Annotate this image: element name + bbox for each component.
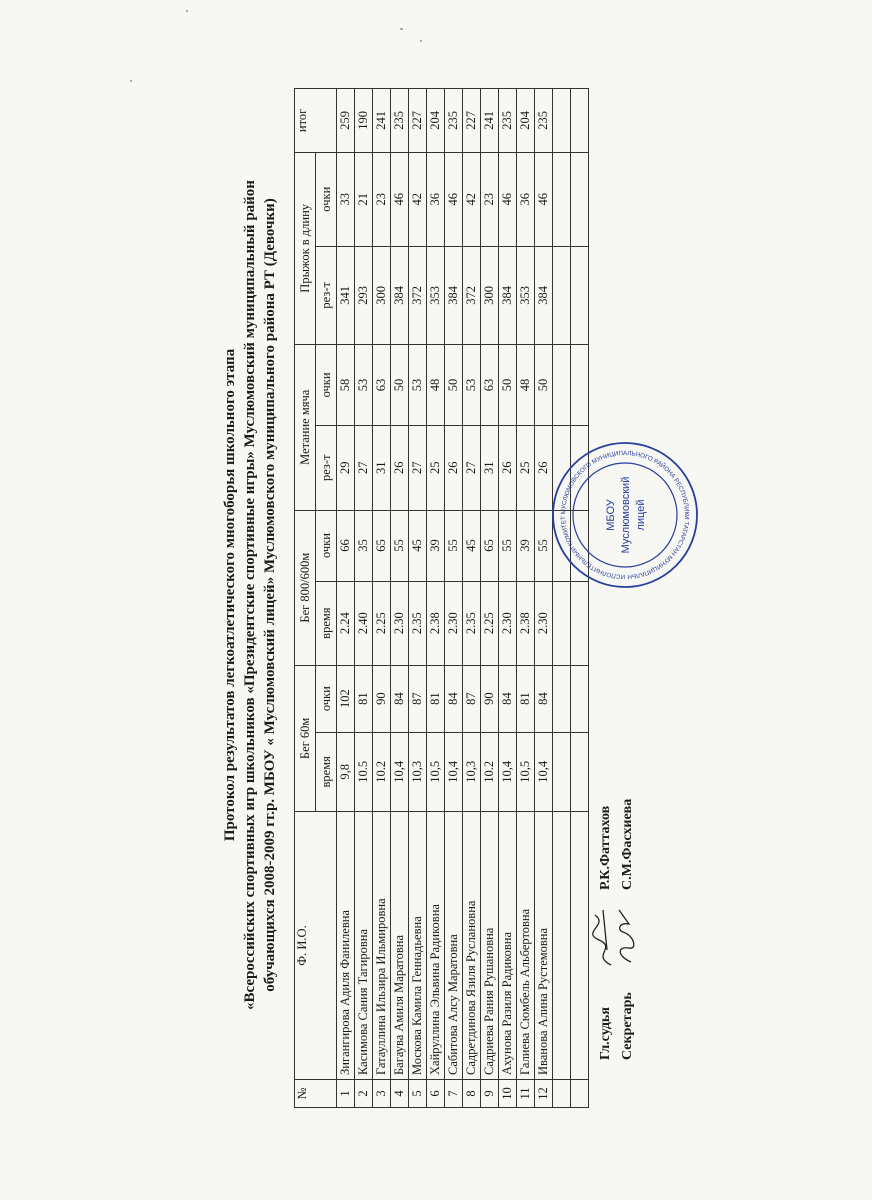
throw-result: 25 xyxy=(517,425,535,510)
empty-cell xyxy=(553,665,571,732)
throw-result: 26 xyxy=(445,425,463,510)
scan-speck xyxy=(400,28,403,30)
table-row xyxy=(445,89,463,1108)
run800-time: 2.30 xyxy=(535,581,553,665)
empty-cell xyxy=(553,1080,571,1108)
run800-points: 45 xyxy=(463,510,481,581)
run60-time: 10.2 xyxy=(373,732,391,811)
empty-cell xyxy=(571,344,589,425)
run800-points: 45 xyxy=(409,510,427,581)
run60-time: 10,4 xyxy=(445,732,463,811)
svg-text:лицей: лицей xyxy=(635,499,647,531)
athlete-name: Галиева Сюмбель Альбертовна xyxy=(517,812,535,1080)
secretary-row xyxy=(617,799,639,1060)
subheader-run60-time: время xyxy=(316,732,337,811)
empty-cell xyxy=(571,246,589,344)
run60-time: 10,3 xyxy=(463,732,481,811)
row-number: 5 xyxy=(409,1080,427,1108)
document-heading xyxy=(210,40,279,1150)
run800-time: 2.40 xyxy=(355,581,373,665)
run60-time: 10,3 xyxy=(409,732,427,811)
run800-points: 55 xyxy=(445,510,463,581)
athlete-name: Сабитова Алсу Маратовна xyxy=(445,812,463,1080)
secretary-name: С.М.Фасхиева xyxy=(620,798,635,890)
jump-result: 300 xyxy=(373,246,391,344)
empty-cell xyxy=(553,152,571,246)
table-row xyxy=(373,89,391,1108)
secretary-role: Секретарь xyxy=(620,992,635,1060)
run800-time: 2.35 xyxy=(463,581,481,665)
throw-points: 63 xyxy=(373,344,391,425)
jump-result: 384 xyxy=(535,246,553,344)
total-points: 235 xyxy=(499,89,517,153)
total-points: 227 xyxy=(463,89,481,153)
run60-time: 10,5 xyxy=(517,732,535,811)
subheader-run800-time: время xyxy=(316,581,337,665)
jump-points: 46 xyxy=(499,152,517,246)
jump-result: 372 xyxy=(409,246,427,344)
judge-name: Р.К.Фаттахов xyxy=(598,805,613,890)
subheader-throw-result: рез-т xyxy=(316,425,337,510)
total-points: 190 xyxy=(355,89,373,153)
official-seal xyxy=(550,440,700,590)
throw-points: 53 xyxy=(409,344,427,425)
subheader-jump-result: рез-т xyxy=(316,246,337,344)
header-run800: Бег 800/600м xyxy=(295,510,316,665)
run800-time: 2.25 xyxy=(481,581,499,665)
row-number: 9 xyxy=(481,1080,499,1108)
run60-points: 87 xyxy=(463,665,481,732)
empty-cell xyxy=(553,581,571,665)
table-row xyxy=(463,89,481,1108)
athlete-name: Ахунова Разиля Радиковна xyxy=(499,812,517,1080)
run800-time: 2.35 xyxy=(409,581,427,665)
empty-cell xyxy=(553,89,571,153)
throw-points: 50 xyxy=(535,344,553,425)
empty-row xyxy=(571,89,589,1108)
svg-text:МБОУ: МБОУ xyxy=(605,499,617,531)
throw-result: 26 xyxy=(499,425,517,510)
jump-points: 42 xyxy=(463,152,481,246)
throw-points: 53 xyxy=(463,344,481,425)
run60-points: 84 xyxy=(445,665,463,732)
run60-points: 90 xyxy=(373,665,391,732)
athlete-name: Багаува Амиля Маратовна xyxy=(391,812,409,1080)
run800-points: 66 xyxy=(337,510,355,581)
run60-time: 10.5 xyxy=(355,732,373,811)
empty-cell xyxy=(553,732,571,811)
row-number: 4 xyxy=(391,1080,409,1108)
jump-points: 23 xyxy=(373,152,391,246)
table-row xyxy=(391,89,409,1108)
row-number: 1 xyxy=(337,1080,355,1108)
run800-points: 55 xyxy=(535,510,553,581)
athlete-name: Москова Камила Геннадьевна xyxy=(409,812,427,1080)
run800-points: 35 xyxy=(355,510,373,581)
athlete-name: Зигангирова Адиля Фанилевна xyxy=(337,812,355,1080)
row-number: 3 xyxy=(373,1080,391,1108)
run800-points: 55 xyxy=(499,510,517,581)
table-row xyxy=(337,89,355,1108)
athlete-name: Садриева Рания Рушановна xyxy=(481,812,499,1080)
table-row xyxy=(409,89,427,1108)
row-number: 6 xyxy=(427,1080,445,1108)
empty-row xyxy=(553,89,571,1108)
table-row xyxy=(427,89,445,1108)
empty-cell xyxy=(571,665,589,732)
secretary-signature xyxy=(611,890,646,970)
subheader-run60-points: очки xyxy=(316,665,337,732)
empty-cell xyxy=(571,732,589,811)
jump-points: 36 xyxy=(517,152,535,246)
throw-points: 50 xyxy=(391,344,409,425)
throw-result: 31 xyxy=(481,425,499,510)
svg-text:Муслюмовский: Муслюмовский xyxy=(620,476,632,554)
throw-result: 27 xyxy=(463,425,481,510)
jump-points: 23 xyxy=(481,152,499,246)
throw-points: 48 xyxy=(517,344,535,425)
throw-result: 27 xyxy=(355,425,373,510)
rotated-protocol xyxy=(210,40,691,1150)
header-num: № xyxy=(295,1080,337,1108)
empty-cell xyxy=(571,1080,589,1108)
header-throw: Метание мяча xyxy=(295,344,316,510)
empty-cell xyxy=(571,89,589,153)
run60-points: 84 xyxy=(391,665,409,732)
jump-result: 293 xyxy=(355,246,373,344)
run800-points: 65 xyxy=(481,510,499,581)
table-row xyxy=(517,89,535,1108)
run60-points: 81 xyxy=(427,665,445,732)
row-number: 2 xyxy=(355,1080,373,1108)
throw-points: 50 xyxy=(445,344,463,425)
run60-time: 10.2 xyxy=(481,732,499,811)
run800-time: 2.30 xyxy=(445,581,463,665)
throw-points: 50 xyxy=(499,344,517,425)
athlete-name: Гатауллина Ильзира Ильмировна xyxy=(373,812,391,1080)
subheader-jump-points: очки xyxy=(316,152,337,246)
table-row xyxy=(355,89,373,1108)
empty-cell xyxy=(553,246,571,344)
run800-points: 55 xyxy=(391,510,409,581)
title-line-2: «Всероссийских спортивных игр школьников «Президентские спортивные игры» Муслюмовский муниципальный район xyxy=(242,180,258,1010)
jump-result: 300 xyxy=(481,246,499,344)
throw-result: 27 xyxy=(409,425,427,510)
run800-time: 2.24 xyxy=(337,581,355,665)
throw-result: 26 xyxy=(391,425,409,510)
run60-points: 102 xyxy=(337,665,355,732)
run60-time: 9,8 xyxy=(337,732,355,811)
throw-points: 58 xyxy=(337,344,355,425)
run60-points: 81 xyxy=(517,665,535,732)
row-number: 11 xyxy=(517,1080,535,1108)
results-body xyxy=(337,89,589,1108)
signatures xyxy=(595,799,639,1060)
empty-cell xyxy=(571,152,589,246)
run60-time: 10,5 xyxy=(427,732,445,811)
run60-points: 90 xyxy=(481,665,499,732)
total-points: 259 xyxy=(337,89,355,153)
empty-cell xyxy=(571,812,589,1080)
throw-points: 53 xyxy=(355,344,373,425)
athlete-name: Хайруллина Эльвина Радиковна xyxy=(427,812,445,1080)
title-line-1: Протокол результатов легкоатлетического многоборья школьного этапа xyxy=(222,348,238,842)
total-points: 235 xyxy=(391,89,409,153)
throw-result: 25 xyxy=(427,425,445,510)
header-row xyxy=(295,89,316,1108)
header-jump: Прыжок в длину xyxy=(295,152,316,344)
jump-result: 384 xyxy=(499,246,517,344)
athlete-name: Садретдинова Язиля Руслановна xyxy=(463,812,481,1080)
row-number: 7 xyxy=(445,1080,463,1108)
jump-points: 42 xyxy=(409,152,427,246)
results-table xyxy=(294,88,589,1108)
run800-points: 39 xyxy=(427,510,445,581)
athlete-name: Касимова Сания Тагировна xyxy=(355,812,373,1080)
table-row xyxy=(499,89,517,1108)
scan-speck xyxy=(130,80,132,82)
jump-result: 353 xyxy=(427,246,445,344)
table-row xyxy=(535,89,553,1108)
row-number: 8 xyxy=(463,1080,481,1108)
throw-points: 48 xyxy=(427,344,445,425)
svg-text:ИСПОЛНИТЕЛЬНЫЙ КОМИТЕТ МУСЛЮМО: ИСПОЛНИТЕЛЬНЫЙ КОМИТЕТ МУСЛЮМОВСКОГО МУНИЦИПАЛЬНОГО РАЙОНА РЕСПУБЛИКИ ТАТАРСТАН МУНИЦИПАЛЬН xyxy=(559,449,691,581)
empty-cell xyxy=(571,581,589,665)
total-points: 235 xyxy=(445,89,463,153)
jump-result: 353 xyxy=(517,246,535,344)
throw-points: 63 xyxy=(481,344,499,425)
jump-result: 372 xyxy=(463,246,481,344)
subheader-run800-points: очки xyxy=(316,510,337,581)
total-points: 204 xyxy=(517,89,535,153)
throw-result: 26 xyxy=(535,425,553,510)
jump-points: 46 xyxy=(445,152,463,246)
total-points: 227 xyxy=(409,89,427,153)
empty-cell xyxy=(553,344,571,425)
jump-result: 384 xyxy=(445,246,463,344)
jump-points: 36 xyxy=(427,152,445,246)
run60-points: 81 xyxy=(355,665,373,732)
run800-time: 2.30 xyxy=(499,581,517,665)
run60-time: 10,4 xyxy=(499,732,517,811)
run800-time: 2.25 xyxy=(373,581,391,665)
title-line-3: обучающихся 2008-2009 гг.р. МБОУ « Муслюмовский лицей» Муслюмовского муниципального района РТ (Девочки) xyxy=(262,198,278,992)
throw-result: 29 xyxy=(337,425,355,510)
jump-result: 341 xyxy=(337,246,355,344)
judge-role: Гл.судья xyxy=(598,1007,613,1060)
run800-time: 2.30 xyxy=(391,581,409,665)
run800-time: 2.38 xyxy=(427,581,445,665)
run800-points: 39 xyxy=(517,510,535,581)
run800-points: 65 xyxy=(373,510,391,581)
athlete-name: Иванова Алина Рустемовна xyxy=(535,812,553,1080)
run60-points: 84 xyxy=(535,665,553,732)
jump-points: 46 xyxy=(391,152,409,246)
header-name: Ф. И.О. xyxy=(295,812,337,1080)
total-points: 204 xyxy=(427,89,445,153)
run60-time: 10,4 xyxy=(535,732,553,811)
scan-speck xyxy=(186,10,188,12)
run800-time: 2.38 xyxy=(517,581,535,665)
throw-result: 31 xyxy=(373,425,391,510)
jump-points: 46 xyxy=(535,152,553,246)
total-points: 235 xyxy=(535,89,553,153)
total-points: 241 xyxy=(373,89,391,153)
table-row xyxy=(481,89,499,1108)
subheader-throw-points: очки xyxy=(316,344,337,425)
header-run60: Бег 60м xyxy=(295,665,316,811)
run60-time: 10,4 xyxy=(391,732,409,811)
row-number: 10 xyxy=(499,1080,517,1108)
total-points: 241 xyxy=(481,89,499,153)
jump-points: 33 xyxy=(337,152,355,246)
run60-points: 84 xyxy=(499,665,517,732)
jump-result: 384 xyxy=(391,246,409,344)
jump-points: 21 xyxy=(355,152,373,246)
run60-points: 87 xyxy=(409,665,427,732)
empty-cell xyxy=(553,812,571,1080)
row-number: 12 xyxy=(535,1080,553,1108)
header-total: итог xyxy=(295,89,337,153)
